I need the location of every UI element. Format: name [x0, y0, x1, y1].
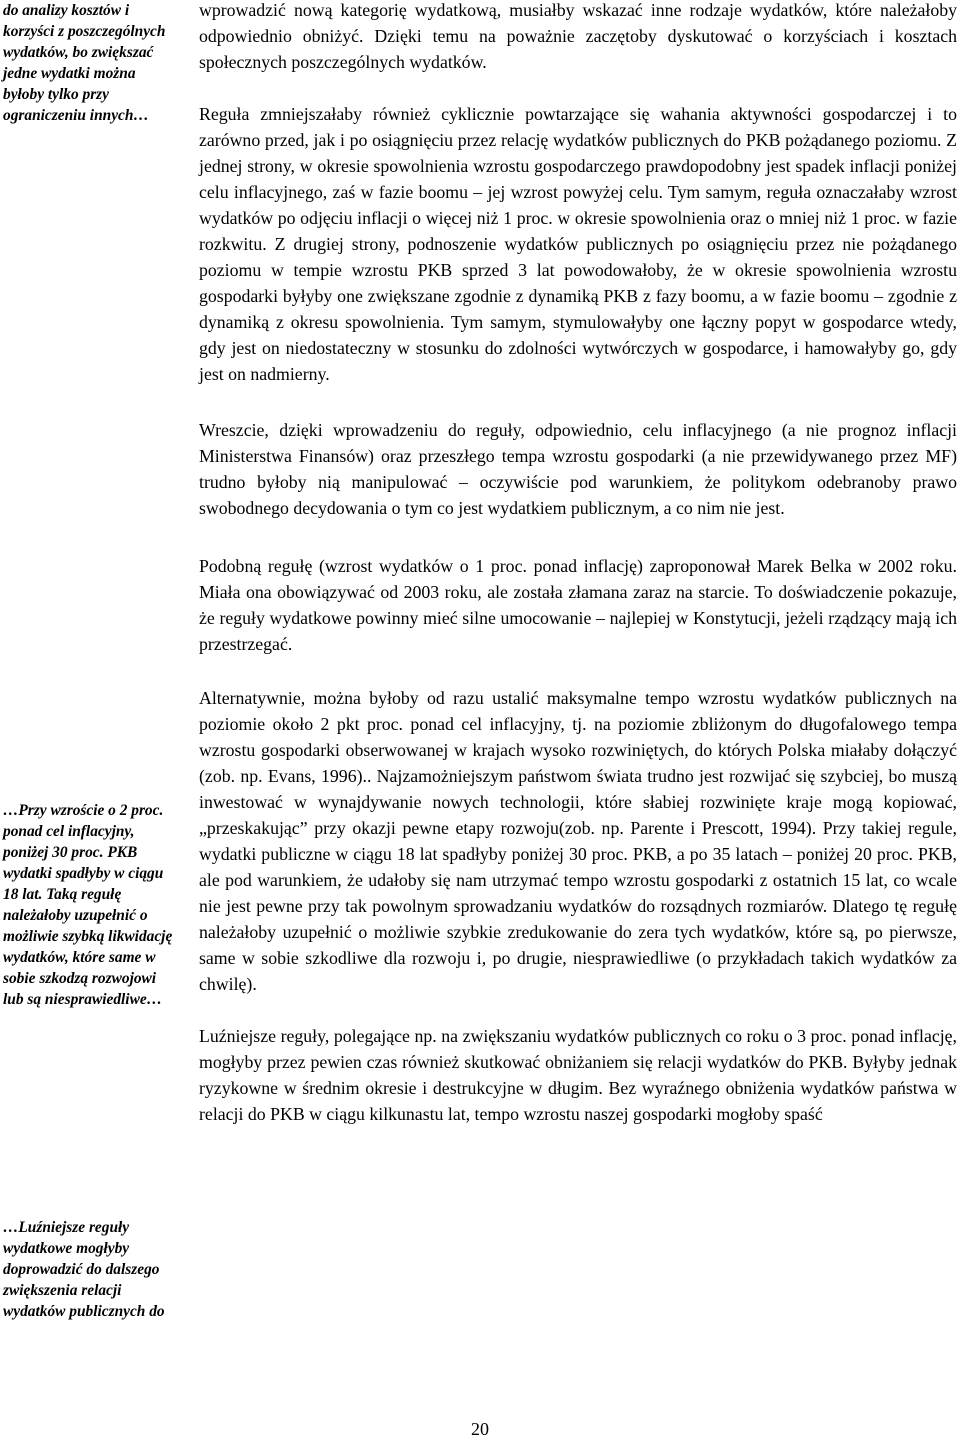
sidenote-growth-rule: …Przy wzroście o 2 proc. ponad cel inflacyjny, poniżej 30 proc. PKB wydatki spadłyby w ciągu 18 lat. Taką regułę należałoby uzupełnić o możliwie szybką likwidację wydatków, które same w sobie szkodzą rozwojowi lub są niesprawiedliwe…: [3, 802, 173, 1008]
paragraph-looser-rules: Luźniejsze reguły, polegające np. na zwiększaniu wydatków publicznych co roku o 3 proc. ponad inflację, mogłyby przez pewien czas również skutkować obniżaniem się relacji wydatków do PKB. Byłyby jednak ryzykowne w średnim okresie i destrukcyjne w długim. Bez wyraźnego obniżenia wydatków państwa w relacji do PKB w ciągu kilkunastu lat, tempo wzrostu naszej gospodarki mogłoby spaść: [199, 1026, 957, 1124]
main-text-column: [199, 0, 957, 1127]
paragraph-belka-rule: Podobną regułę (wzrost wydatków o 1 proc. ponad inflację) zaproponował Marek Belka w 2002 roku. Miała ona obowiązywać od 2003 roku, ale została złamana zaraz na starcie. To doświadczenie pokazuje, że reguły wydatkowe powinny mieć silne umocowanie – najlepiej w Konstytucji, jeżeli rządzący mają ich przestrzegać.: [199, 556, 957, 654]
sidenote-looser-rules: …Luźniejsze reguły wydatkowe mogłyby doprowadzić do dalszego zwiększenia relacji wydatków publicznych do: [3, 1219, 165, 1320]
paragraph-inflation-target: Wreszcie, dzięki wprowadzeniu do reguły, odpowiednio, celu inflacyjnego (a nie prognoz inflacji Ministerstwa Finansów) oraz przeszłego tempa wzrostu gospodarki (a nie przewidywanego przez MF) trudno byłoby nią manipulować – oczywiście pod warunkiem, że politykom odebranoby prawo swobodnego decydowania o tym co jest wydatkiem publicznym, a co nim nie jest.: [199, 420, 957, 518]
paragraph-cyclical-fluctuations: Reguła zmniejszałaby również cyklicznie powtarzające się wahania aktywności gospodarczej i to zarówno przed, jak i po osiągnięciu przez relację wydatków publicznych do PKB pożądanego poziomu. Z jednej strony, w okresie spowolnienia wzrostu gospodarczego prawdopodobny jest spadek inflacji poniżej celu inflacyjnego, zaś w fazie boomu – jej wzrost powyżej celu. Tym samym, reguła oznaczałaby wzrost wydatków po odjęciu inflacji o więcej niż 1 proc. w okresie spowolnienia oraz o mniej niż 1 proc. w fazie rozkwitu. Z drugiej strony, podnoszenie wydatków publicznych po osiągnięciu przez nie pożądanego poziomu w tempie wzrostu PKB sprzed 3 lat powodowałoby, że w okresie spowolnienia wzrostu gospodarki byłyby one zwiększane zgodnie z dynamiką PKB z fazy boomu, a w fazie boomu – zgodnie z dynamiką z okresu spowolnienia. Tym samym, stymulowałyby one łączny popyt w gospodarce wtedy, gdy jest on niedostateczny w stosunku do zdolności wytwórczych w gospodarce, i hamowałyby go, gdy jest on nadmierny.: [199, 104, 957, 384]
page-number: 20: [471, 1419, 489, 1439]
sidenote-costs-benefits: do analizy kosztów i korzyści z poszczególnych wydatków, bo zwiększać jedne wydatki można byłoby tylko przy ograniczeniu innych…: [3, 2, 166, 124]
paragraph-alternative-rule: Alternatywnie, można byłoby od razu ustalić maksymalne tempo wzrostu wydatków publicznych na poziomie około 2 pkt proc. ponad cel inflacyjny, tj. na poziomie zbliżonym do długofalowego tempa wzrostu gospodarki obserwowanej w krajach wysoko rozwiniętych, do których Polska miałaby dołączyć (zob. np. Evans, 1996).. Najzamożniejszym państwom świata trudno jest rozwijać się szybciej, bo muszą inwestować w wynajdywanie nowych technologii, które słabiej rozwinięte kraje mogą kopiować, „przeskakując” przy okazji pewne etapy rozwoju(zob. np. Parente i Prescott, 1994). Przy takiej regule, wydatki publiczne w ciągu 18 lat spadłyby poniżej 30 proc. PKB, a po 35 latach – poniżej 20 proc. PKB, ale pod warunkiem, że udałoby się nam utrzymać tempo wzrostu gospodarki z ostatnich 15 lat, co wcale nie jest pewne przy tak powolnym sprowadzaniu wydatków do rozsądnych rozmiarów. Dlatego tę regułę należałoby uzupełnić o możliwie szybkie zredukowanie do zera tych wydatków, które są, po pierwsze, same w sobie szkodliwe dla rozwoju i, po drugie, niesprawiedliwe (o przykładach takich wydatków za chwilę).: [199, 688, 957, 994]
paragraph-new-category: wprowadzić nową kategorię wydatkową, musiałby wskazać inne rodzaje wydatków, które należałoby odpowiednio obniżyć. Dzięki temu na poważnie zaczętoby dyskutować o korzyściach i kosztach społecznych poszczególnych wydatków.: [199, 0, 957, 72]
